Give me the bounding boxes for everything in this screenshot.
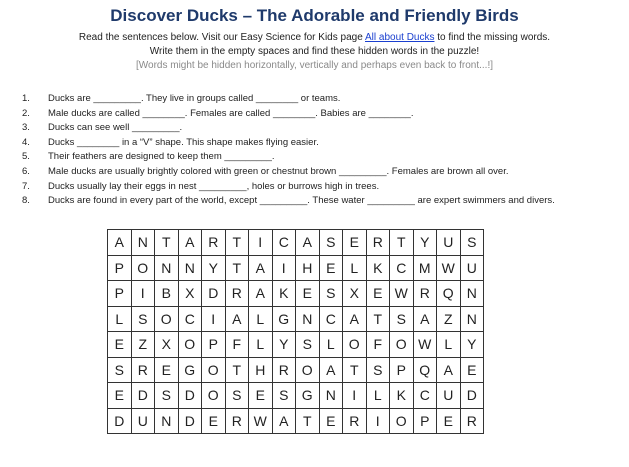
grid-cell[interactable]: N — [319, 383, 343, 409]
grid-cell[interactable]: X — [343, 281, 367, 307]
grid-cell[interactable]: C — [413, 383, 437, 409]
grid-cell[interactable]: D — [460, 383, 484, 409]
question-item — [22, 121, 622, 136]
grid-cell[interactable]: T — [225, 230, 249, 256]
grid-row — [108, 281, 484, 307]
grid-cell[interactable]: A — [343, 306, 367, 332]
grid-cell[interactable]: I — [366, 408, 390, 434]
grid-cell[interactable]: P — [108, 255, 132, 281]
grid-cell[interactable]: W — [249, 408, 273, 434]
grid-cell[interactable]: S — [460, 230, 484, 256]
question-number: 6. — [22, 165, 30, 177]
grid-cell[interactable]: R — [343, 408, 367, 434]
grid-cell[interactable]: R — [413, 281, 437, 307]
grid-cell[interactable]: T — [343, 357, 367, 383]
grid-cell[interactable]: D — [131, 383, 155, 409]
word-search-grid — [107, 229, 484, 434]
grid-cell[interactable]: L — [249, 332, 273, 358]
grid-cell[interactable]: A — [249, 281, 273, 307]
grid-cell[interactable]: E — [108, 383, 132, 409]
question-text: Ducks usually lay their eggs in nest _________, holes or burrows high in trees. — [48, 180, 380, 192]
page-title: Discover Ducks – The Adorable and Friendly Birds — [110, 6, 519, 25]
question-text: Ducks ________ in a “V” shape. This shape makes flying easier. — [48, 136, 319, 148]
grid-cell[interactable]: G — [296, 383, 320, 409]
grid-row — [108, 230, 484, 256]
question-item — [22, 92, 622, 107]
grid-cell[interactable]: Q — [413, 357, 437, 383]
grid-cell[interactable]: Y — [460, 332, 484, 358]
grid-cell[interactable]: E — [108, 332, 132, 358]
intro-line-2: Write them in the empty spaces and find these hidden words in the puzzle! — [149, 46, 480, 57]
all-about-ducks-link[interactable]: All about Ducks — [365, 32, 435, 43]
grid-cell[interactable]: M — [413, 255, 437, 281]
grid-row — [108, 357, 484, 383]
grid-cell[interactable]: U — [437, 230, 461, 256]
grid-cell[interactable]: I — [249, 230, 273, 256]
grid-cell[interactable]: E — [366, 281, 390, 307]
grid-cell[interactable]: R — [225, 281, 249, 307]
grid-cell[interactable]: P — [413, 408, 437, 434]
grid-cell[interactable]: A — [225, 306, 249, 332]
intro-text-after-link: to find the missing words. — [434, 32, 551, 43]
grid-cell[interactable]: E — [319, 255, 343, 281]
question-number: 5. — [22, 151, 30, 163]
grid-cell[interactable]: L — [108, 306, 132, 332]
question-number: 8. — [22, 195, 30, 207]
grid-cell[interactable]: Y — [202, 255, 226, 281]
grid-row — [108, 408, 484, 434]
grid-cell[interactable]: Z — [131, 332, 155, 358]
grid-cell[interactable]: K — [390, 383, 414, 409]
grid-cell[interactable]: S — [131, 306, 155, 332]
grid-row — [108, 332, 484, 358]
grid-cell[interactable]: O — [202, 357, 226, 383]
question-text: Ducks can see well _________. — [48, 122, 183, 134]
question-number: 1. — [22, 93, 30, 104]
grid-cell[interactable]: R — [131, 357, 155, 383]
grid-cell[interactable]: C — [390, 255, 414, 281]
grid-cell[interactable]: S — [108, 357, 132, 383]
grid-cell[interactable]: C — [319, 306, 343, 332]
grid-cell[interactable]: A — [249, 255, 273, 281]
grid-cell[interactable]: P — [108, 281, 132, 307]
question-item — [22, 180, 622, 195]
grid-cell[interactable]: T — [296, 408, 320, 434]
question-text: Male ducks are called ________. Females are called ________. Babies are ________. — [48, 107, 414, 119]
grid-cell[interactable]: N — [131, 230, 155, 256]
grid-cell[interactable]: U — [131, 408, 155, 434]
intro-hint: [Words might be hidden horizontally, vertically and perhaps even back to front...!] — [135, 60, 494, 71]
grid-cell[interactable]: E — [296, 281, 320, 307]
grid-cell[interactable]: T — [225, 357, 249, 383]
grid-cell[interactable]: X — [178, 281, 202, 307]
grid-row — [108, 255, 484, 281]
grid-cell[interactable]: Q — [437, 281, 461, 307]
grid-cell[interactable]: R — [460, 408, 484, 434]
grid-cell[interactable]: Z — [437, 306, 461, 332]
grid-row — [108, 383, 484, 409]
grid-cell[interactable]: A — [272, 408, 296, 434]
question-text: Ducks are _________. They live in groups called ________ or teams. — [48, 93, 341, 104]
grid-cell[interactable]: L — [366, 383, 390, 409]
grid-cell[interactable]: A — [178, 230, 202, 256]
grid-cell[interactable]: B — [155, 281, 179, 307]
question-number: 2. — [22, 107, 30, 119]
grid-cell[interactable]: O — [296, 357, 320, 383]
grid-cell[interactable]: E — [249, 383, 273, 409]
grid-cell[interactable]: O — [155, 306, 179, 332]
grid-cell[interactable]: Y — [272, 332, 296, 358]
grid-cell[interactable]: T — [366, 306, 390, 332]
grid-cell[interactable]: Y — [413, 230, 437, 256]
grid-cell[interactable]: S — [296, 332, 320, 358]
grid-cell[interactable]: N — [460, 306, 484, 332]
grid-cell[interactable]: D — [108, 408, 132, 434]
grid-cell[interactable]: I — [131, 281, 155, 307]
grid-cell[interactable]: H — [296, 255, 320, 281]
grid-cell[interactable]: S — [319, 281, 343, 307]
question-list — [22, 92, 622, 209]
question-item — [22, 194, 622, 209]
grid-cell[interactable]: F — [225, 332, 249, 358]
question-item — [22, 165, 622, 180]
intro-line-1 — [0, 32, 629, 43]
grid-cell[interactable]: O — [131, 255, 155, 281]
grid-cell[interactable]: W — [390, 281, 414, 307]
grid-cell[interactable]: D — [178, 383, 202, 409]
grid-cell[interactable]: S — [319, 230, 343, 256]
grid-cell[interactable]: A — [108, 230, 132, 256]
grid-cell[interactable]: H — [249, 357, 273, 383]
grid-cell[interactable]: N — [155, 408, 179, 434]
question-text: Male ducks are usually brightly colored with green or chestnut brown _________. Females are brown all over. — [48, 165, 509, 177]
grid-cell[interactable]: I — [202, 306, 226, 332]
question-item — [22, 107, 622, 122]
question-text: Ducks are found in every part of the world, except _________. These water _________ are expert swimmers and divers. — [48, 195, 555, 207]
grid-cell[interactable]: A — [296, 230, 320, 256]
grid-cell[interactable]: L — [437, 332, 461, 358]
grid-cell[interactable]: R — [366, 230, 390, 256]
grid-cell[interactable]: R — [202, 230, 226, 256]
grid-cell[interactable]: U — [437, 383, 461, 409]
grid-cell[interactable]: I — [272, 255, 296, 281]
grid-cell[interactable]: O — [343, 332, 367, 358]
grid-cell[interactable]: A — [413, 306, 437, 332]
grid-cell[interactable]: N — [155, 255, 179, 281]
grid-cell[interactable]: D — [202, 281, 226, 307]
grid-cell[interactable]: S — [272, 383, 296, 409]
grid-cell[interactable]: U — [460, 255, 484, 281]
grid-cell[interactable]: E — [202, 408, 226, 434]
grid-cell[interactable]: N — [178, 255, 202, 281]
grid-cell[interactable]: L — [343, 255, 367, 281]
word-search-body — [108, 230, 484, 434]
question-number: 4. — [22, 136, 30, 148]
grid-cell[interactable]: A — [437, 357, 461, 383]
question-item — [22, 150, 622, 165]
grid-cell[interactable]: K — [272, 281, 296, 307]
grid-cell[interactable]: L — [319, 332, 343, 358]
grid-cell[interactable]: C — [178, 306, 202, 332]
grid-cell[interactable]: C — [272, 230, 296, 256]
question-item — [22, 136, 622, 151]
grid-cell[interactable]: S — [366, 357, 390, 383]
grid-cell[interactable]: S — [155, 383, 179, 409]
grid-cell[interactable]: W — [437, 255, 461, 281]
grid-cell[interactable]: P — [202, 332, 226, 358]
grid-cell[interactable]: R — [225, 408, 249, 434]
grid-cell[interactable]: K — [366, 255, 390, 281]
grid-cell[interactable]: N — [296, 306, 320, 332]
grid-cell[interactable]: S — [390, 306, 414, 332]
grid-cell[interactable]: T — [390, 230, 414, 256]
question-text: Their feathers are designed to keep them _________. — [48, 151, 275, 163]
grid-cell[interactable]: E — [319, 408, 343, 434]
grid-cell[interactable]: P — [390, 357, 414, 383]
grid-cell[interactable]: A — [319, 357, 343, 383]
grid-cell[interactable]: W — [413, 332, 437, 358]
grid-cell[interactable]: L — [249, 306, 273, 332]
grid-cell[interactable]: R — [272, 357, 296, 383]
grid-cell[interactable]: E — [437, 408, 461, 434]
intro-text-before-link: Read the sentences below. Visit our Easy Science for Kids page — [78, 32, 365, 43]
grid-cell[interactable]: O — [178, 332, 202, 358]
grid-cell[interactable]: F — [366, 332, 390, 358]
grid-cell[interactable]: I — [343, 383, 367, 409]
grid-cell[interactable]: T — [155, 230, 179, 256]
grid-cell[interactable]: O — [390, 408, 414, 434]
grid-cell[interactable]: E — [155, 357, 179, 383]
grid-cell[interactable]: E — [460, 357, 484, 383]
grid-cell[interactable]: G — [178, 357, 202, 383]
grid-cell[interactable]: O — [202, 383, 226, 409]
grid-cell[interactable]: O — [390, 332, 414, 358]
grid-cell[interactable]: N — [460, 281, 484, 307]
grid-cell[interactable]: S — [225, 383, 249, 409]
grid-cell[interactable]: E — [343, 230, 367, 256]
grid-cell[interactable]: X — [155, 332, 179, 358]
grid-row — [108, 306, 484, 332]
grid-cell[interactable]: T — [225, 255, 249, 281]
question-number: 3. — [22, 122, 30, 134]
grid-cell[interactable]: D — [178, 408, 202, 434]
question-number: 7. — [22, 180, 30, 192]
grid-cell[interactable]: G — [272, 306, 296, 332]
